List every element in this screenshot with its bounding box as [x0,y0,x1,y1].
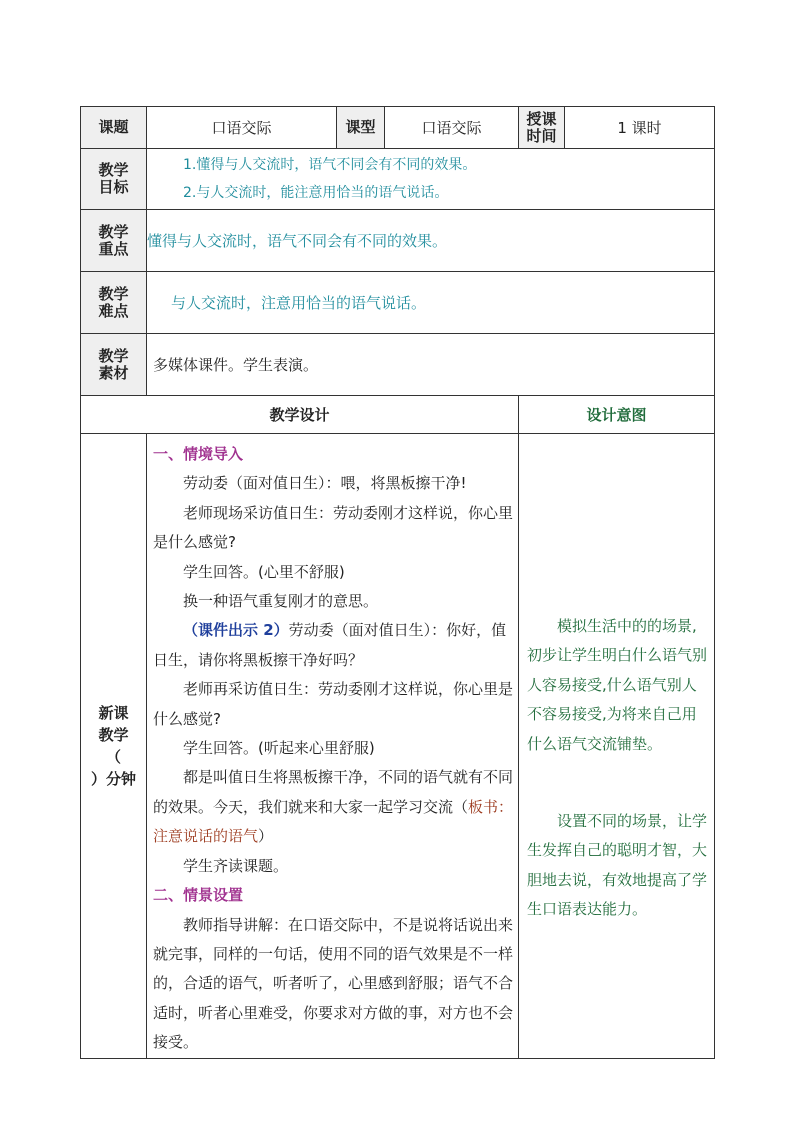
paragraph: 教师指导讲解：在口语交际中，不是说将话说出来就完事，同样的一句话，使用不同的语气效果是不一样的，合适的语气，听者听了，心里感到舒服；语气不合适时，听者心里难受，你要求对方做的事，对方也不会接受。 [153,915,514,1052]
focus-row [81,210,715,272]
paragraph-text: 劳动委（面对值日生）：你好，值日生，请你将黑板擦干净好吗？ [153,621,507,669]
lesson-design-content [147,434,519,1059]
materials-label-line-2: 素材 [98,363,129,382]
focus-label-line-1: 教学 [98,222,129,241]
topic-label: 课题 [81,107,147,149]
paragraph [153,616,514,675]
topic-value: 口语交际 [147,107,337,149]
lesson-side-label [81,434,147,1059]
goal-item: 2.与人交流时，能注意用恰当的语气说话。 [183,185,449,201]
design-header-row [81,396,715,434]
design-header: 教学设计 [81,396,519,434]
paragraph: 劳动委（面对值日生）：喂，将黑板擦干净! [183,474,467,493]
difficulty-label-line-2: 难点 [98,301,129,320]
section-title: 二、情景设置 [153,886,244,905]
section-title: 一、情境导入 [153,445,244,463]
lesson-plan-table [80,106,715,1059]
header-row [81,107,715,149]
focus-text: 懂得与人交流时，语气不同会有不同的效果。 [147,210,715,272]
focus-label [81,210,147,272]
time-label [519,107,565,149]
paragraph: 学生齐读课题。 [183,856,289,875]
paragraph: 学生回答。(听起来心里舒服) [183,739,375,758]
intent-header: 设计意图 [519,396,715,434]
goals-label-line-1: 教学 [98,161,129,179]
materials-label-line-1: 教学 [98,346,129,365]
side-label-line: 教学 [98,725,129,744]
goals-row [81,149,715,210]
difficulty-label-line-1: 教学 [98,284,129,303]
type-label: 课型 [337,107,385,149]
type-value: 口语交际 [385,107,519,149]
side-label-line: （ [105,747,121,766]
paragraph: 换一种语气重复刚才的意思。 [183,592,379,611]
side-label-line: 新课 [98,703,129,722]
board-note: 板书：注意说话的语气 [153,797,514,846]
side-label-line: ）分钟 [90,769,136,788]
paragraph: 学生回答。(心里不舒服) [183,562,345,581]
paragraph-text: 都是叫值日生将黑板擦干净，不同的语气就有不同的效果。今天，我们就来和大家一起学习交流（ [153,768,514,816]
focus-label-line-2: 重点 [98,239,129,258]
goals-content [147,149,715,210]
goal-item: 1.懂得与人交流时，语气不同会有不同的效果。 [183,157,477,173]
time-label-line-1: 授课 [526,109,557,128]
paragraph-text: ） [258,827,274,846]
spacer [527,434,710,612]
goals-label-line-2: 目标 [98,178,129,196]
intent-paragraph: 设置不同的场景，让学生发挥自己的聪明才智，大胆地去说，有效地提高了学生口语表达能力。 [527,812,708,919]
materials-text: 多媒体课件。学生表演。 [147,334,715,396]
materials-row [81,334,715,396]
paragraph: 老师现场采访值日生：劳动委刚才这样说，你心里是什么感觉? [153,503,514,552]
lesson-row [81,434,715,1059]
materials-label [81,334,147,396]
time-label-line-2: 时间 [526,126,557,145]
lesson-intent-content [519,434,715,1059]
goals-label [81,149,147,210]
difficulty-label [81,272,147,334]
paragraph: 老师再采访值日生：劳动委刚才这样说，你心里是什么感觉? [153,680,514,728]
difficulty-text: 与人交流时，注意用恰当的语气说话。 [147,272,715,334]
difficulty-row [81,272,715,334]
spacer [527,759,710,807]
intent-paragraph: 模拟生活中的的场景,初步让学生明白什么语气别人容易接受,什么语气别人不容易接受,为将来自己用什么语气交流铺垫。 [527,617,708,753]
courseware-tag: （课件出示 2） [183,621,289,640]
paragraph [153,763,514,851]
time-value: 1 课时 [565,107,715,149]
